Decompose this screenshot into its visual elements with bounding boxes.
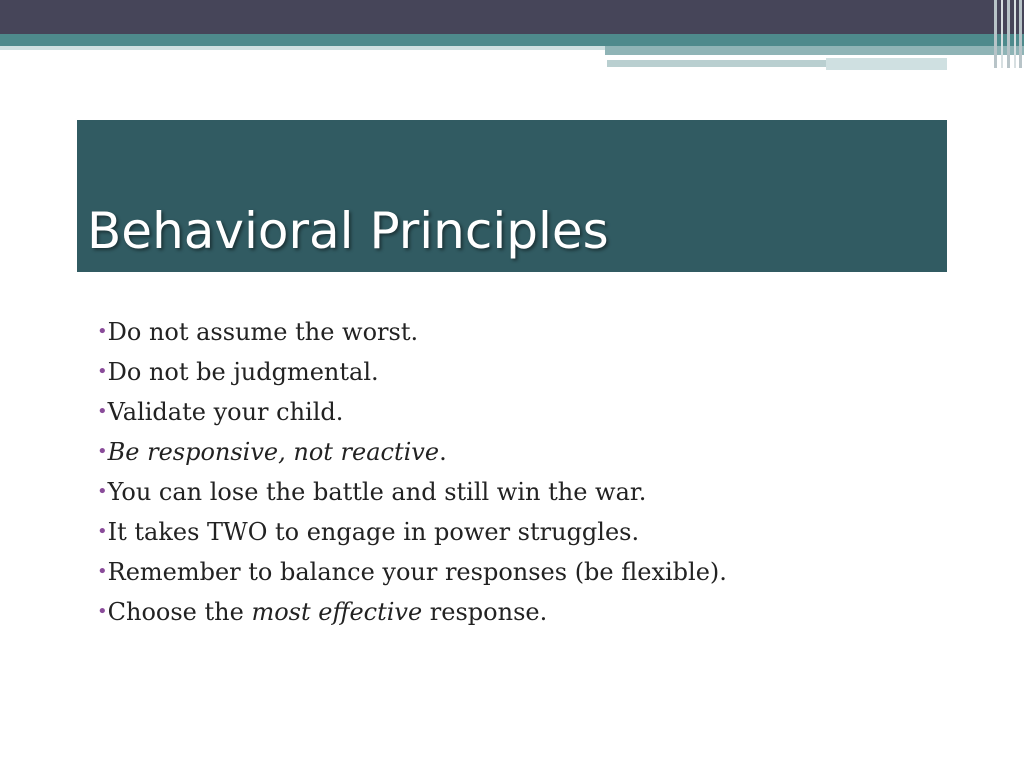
top-dark-band (0, 0, 1024, 34)
bullet-item (97, 512, 727, 552)
top-teal-band (0, 34, 1024, 46)
top-right-short-band (826, 58, 947, 70)
bullet-item (97, 472, 727, 512)
bullet-text-italic: Be responsive, not reactive (107, 438, 440, 466)
slide-title: Behavioral Principles (87, 202, 609, 260)
bullet-text: response. (422, 598, 548, 626)
bullet-item (97, 312, 727, 352)
bullet-text: Choose the (107, 598, 252, 626)
bullet-item (97, 392, 727, 432)
bullet-text-italic: most effective (251, 598, 423, 626)
corner-stripe (994, 0, 997, 68)
bullet-icon: • (97, 361, 108, 382)
corner-stripe (1019, 0, 1022, 68)
corner-stripe (1007, 0, 1010, 68)
bullet-text: Validate your child. (107, 398, 344, 426)
bullet-text: Remember to balance your responses (be flexible). (107, 558, 727, 586)
bullet-item (97, 592, 727, 632)
bullet-icon: • (97, 401, 108, 422)
bullet-icon: • (97, 521, 108, 542)
bullet-icon: • (97, 601, 108, 622)
bullet-icon: • (97, 321, 108, 342)
bullet-text: It takes TWO to engage in power struggles. (107, 518, 640, 546)
top-light-band (0, 46, 605, 50)
bullet-list (97, 312, 727, 632)
bullet-icon: • (97, 561, 108, 582)
bullet-item (97, 552, 727, 592)
corner-stripe (1001, 0, 1003, 68)
bullet-icon: • (97, 441, 108, 462)
bullet-item (97, 352, 727, 392)
bullet-text: Do not assume the worst. (107, 318, 419, 346)
title-box (77, 120, 947, 272)
top-right-band (605, 46, 1024, 55)
bullet-text: Do not be judgmental. (107, 358, 379, 386)
bullet-text: You can lose the battle and still win the war. (107, 478, 647, 506)
bullet-icon: • (97, 481, 108, 502)
bullet-text: . (439, 438, 447, 466)
corner-stripe (1014, 0, 1016, 68)
bullet-item (97, 432, 727, 472)
